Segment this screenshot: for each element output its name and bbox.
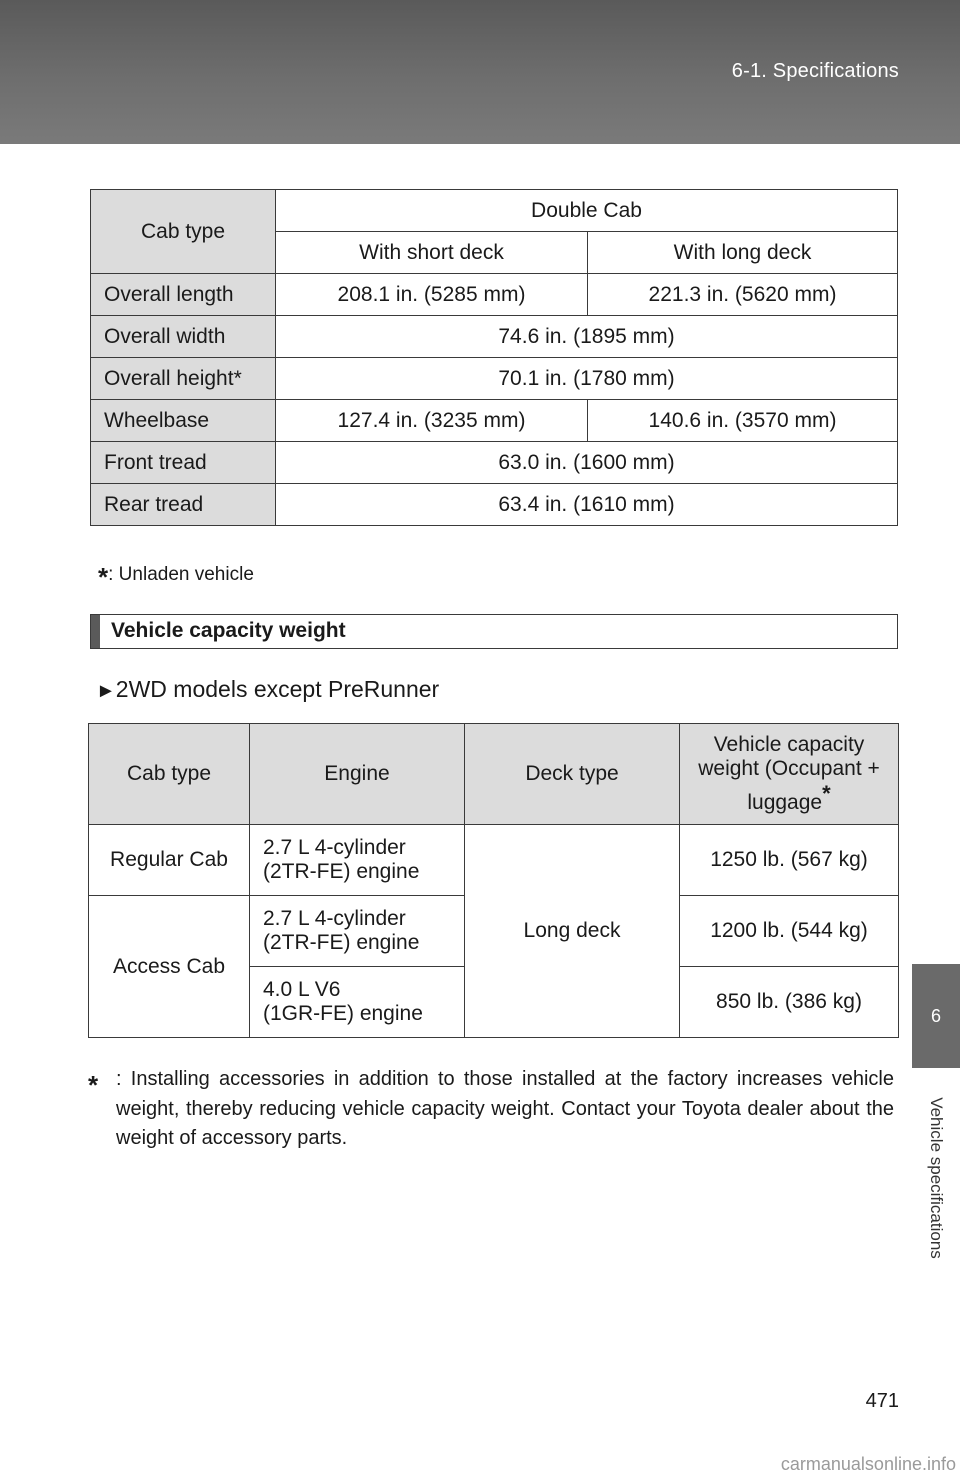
capacity-cell: 850 lb. (386 kg) [680,967,899,1038]
cell-both: 63.4 in. (1610 mm) [276,484,898,526]
table-row [89,825,899,896]
cell-both: 70.1 in. (1780 mm) [276,358,898,400]
cell-long: 140.6 in. (3570 mm) [588,400,898,442]
cell-short: 127.4 in. (3235 mm) [276,400,588,442]
deck-type-header: Deck type [465,724,680,825]
capacity-table [88,723,899,1038]
cell-both: 74.6 in. (1895 mm) [276,316,898,358]
engine-line2: (2TR-FE) engine [263,931,420,954]
short-deck-header: With short deck [276,232,588,274]
footnote-text: : Installing accessories in addition to those installed at the factory increases vehicle weight, thereby reducing vehicle capacity weight. Contact your Toyota dealer about the weight of accessory parts. [116,1068,894,1149]
chapter-tab-number[interactable] [912,964,960,1068]
row-label: Overall length [91,274,276,316]
header-band [0,0,960,144]
deck-cell: Long deck [465,825,680,1038]
footnote-unladen [98,556,254,592]
capacity-header [680,724,899,825]
table-row [91,484,898,526]
cab-type-header: Cab type [91,190,276,274]
row-label: Overall width [91,316,276,358]
cell-long: 221.3 in. (5620 mm) [588,274,898,316]
section-heading [90,614,898,649]
row-label: Overall height* [91,358,276,400]
capacity-header-line2: weight (Occupant + [698,757,880,780]
section-title-header: 6-1. Specifications [731,60,899,82]
engine-cell [250,896,465,967]
table-row [91,400,898,442]
engine-line2: (1GR-FE) engine [263,1002,423,1025]
footnote-text: : Unladen vehicle [108,564,254,585]
cab-cell: Access Cab [89,896,250,1038]
section-marker [91,615,100,648]
cab-type-header: Cab type [89,724,250,825]
capacity-header-line1: Vehicle capacity [713,733,865,756]
table-row [91,442,898,484]
row-label: Rear tread [91,484,276,526]
engine-line1: 2.7 L 4-cylinder [263,836,406,859]
engine-line2: (2TR-FE) engine [263,860,420,883]
footnote-mark: * [98,562,109,592]
engine-header: Engine [250,724,465,825]
capacity-cell: 1250 lb. (567 kg) [680,825,899,896]
engine-line1: 2.7 L 4-cylinder [263,907,406,930]
engine-cell [250,967,465,1038]
page-number: 471 [865,1390,899,1412]
chapter-label: Vehicle specifications [927,1097,946,1259]
row-label: Front tread [91,442,276,484]
side-tab-spacer [912,144,960,964]
dimensions-table [90,189,898,526]
long-deck-header: With long deck [588,232,898,274]
footnote-mark: * [88,1070,99,1100]
cell-short: 208.1 in. (5285 mm) [276,274,588,316]
footnote-accessories [88,1065,894,1149]
row-label: Wheelbase [91,400,276,442]
double-cab-header: Double Cab [276,190,898,232]
table-row [91,316,898,358]
cab-cell: Regular Cab [89,825,250,896]
triangle-icon: ► [96,680,116,702]
capacity-header-line3: luggage [747,791,823,814]
table-row [91,358,898,400]
engine-cell [250,825,465,896]
engine-line1: 4.0 L V6 [263,978,341,1001]
subheading-text: 2WD models except PreRunner [115,676,440,702]
section-heading-text: Vehicle capacity weight [111,619,346,642]
watermark: carmanualsonline.info [780,1454,956,1474]
chapter-tab-label[interactable] [912,1068,960,1308]
cell-both: 63.0 in. (1600 mm) [276,442,898,484]
table-row [91,274,898,316]
chapter-number: 6 [930,1005,941,1026]
capacity-cell: 1200 lb. (544 kg) [680,896,899,967]
subheading [96,676,439,703]
capacity-header-mark: * [822,781,831,806]
